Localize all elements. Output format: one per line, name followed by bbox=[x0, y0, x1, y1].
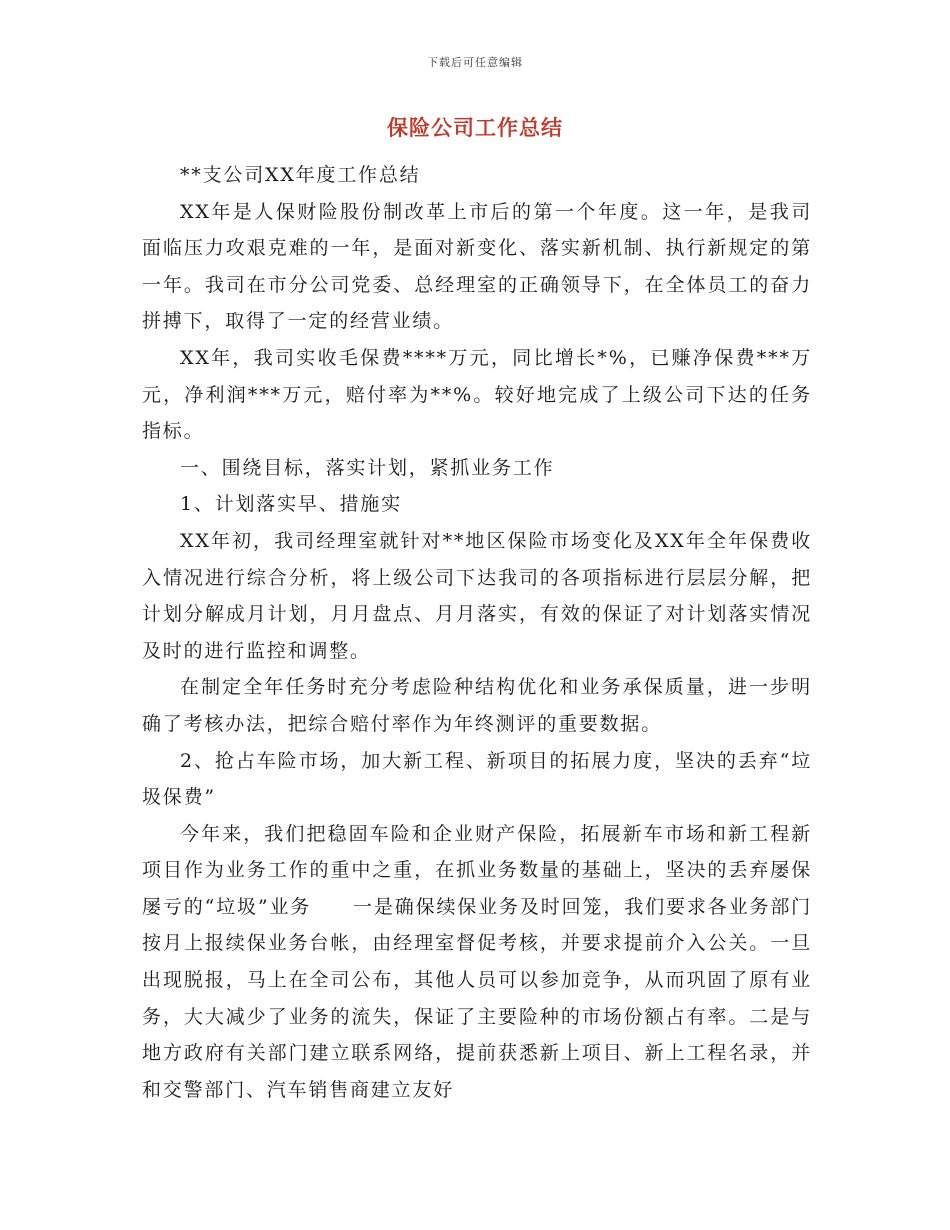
page-header-note: 下载后可任意编辑 bbox=[427, 56, 523, 69]
paragraph-assessment: 在制定全年任务时充分考虑险种结构优化和业务承保质量，进一步明确了考核办法，把综合赔付率作为年终测评的重要数据。 bbox=[142, 676, 812, 735]
document-body bbox=[142, 157, 812, 1108]
paragraph-subtitle: **支公司XX年度工作总结 bbox=[180, 164, 421, 186]
document-title: 保险公司工作总结 bbox=[387, 115, 563, 140]
paragraph-market: 今年来，我们把稳固车险和企业财产保险，拓展新车市场和新工程新项目作为业务工作的重中之重，在抓业务数量的基础上，坚决的丢弃屡保屡亏的“垃圾”业务 一是确保续保业务及时回笼，我们要求各业务部门按月上报续保业务台帐，由经理室督促考核，并要求提前介入公关。一旦出现脱报，马上在全司公布，其他人员可以参加竞争，从而巩固了原有业务，大大减少了业务的流失，保证了主要险种的市场份额占有率。二是与地方政府有关部门建立联系网络，提前获悉新上项目、新上工程名录，并和交警部门、汽车销售商建立友好 bbox=[142, 822, 812, 1101]
paragraph-plan: XX年初，我司经理室就针对**地区保险市场变化及XX年全年保费收入情况进行综合分析，将上级公司下达我司的各项指标进行层层分解，把计划分解成月计划，月月盘点、月月落实，有效的保证了对计划落实情况及时的进行监控和调整。 bbox=[142, 529, 812, 662]
subheading-1-2: 2、抢占车险市场，加大新工程、新项目的拓展力度，坚决的丢弃“垃圾保费” bbox=[142, 749, 812, 809]
paragraph-intro: XX年是人保财险股份制改革上市后的第一个年度。这一年，是我司面临压力攻艰克难的一年，是面对新变化、落实新机制、执行新规定的第一年。我司在市分公司党委、总经理室的正确领导下，在全体员工的奋力拼搏下，取得了一定的经营业绩。 bbox=[142, 200, 812, 333]
paragraph-results: XX年，我司实收毛保费****万元，同比增长*%，已赚净保费***万元，净利润***万元，赔付率为**%。较好地完成了上级公司下达的任务指标。 bbox=[142, 346, 812, 443]
subheading-1-1: 1、计划落实早、措施实 bbox=[180, 493, 402, 516]
section-heading-1: 一、围绕目标，落实计划，紧抓业务工作 bbox=[180, 456, 555, 479]
